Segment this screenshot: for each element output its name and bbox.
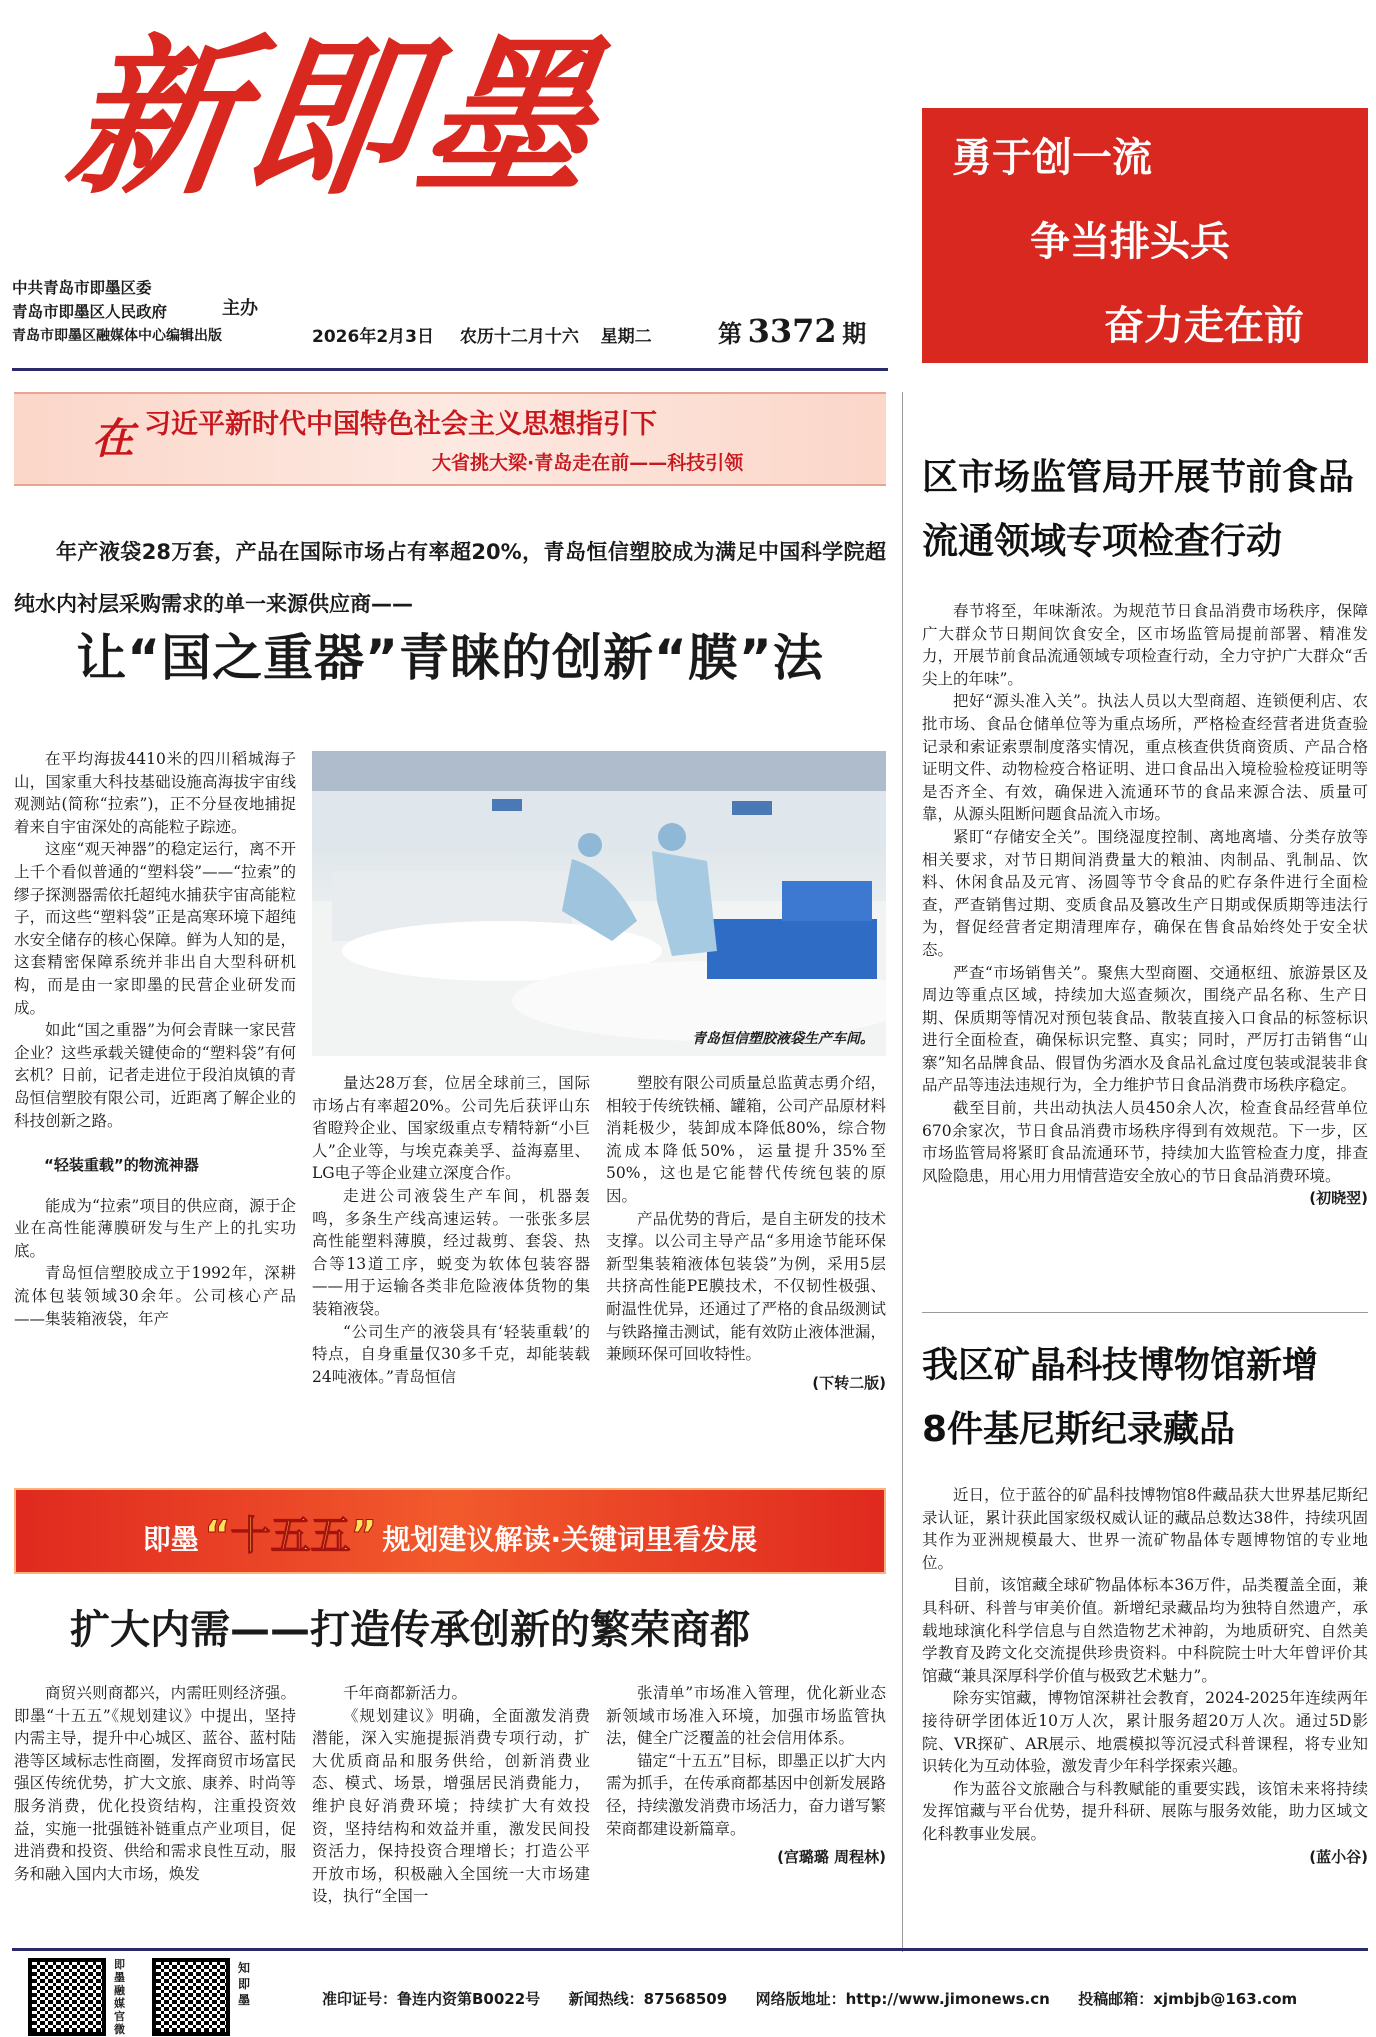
right-story1-para: 截至目前，共出动执法人员450余人次，检查食品经营单位670余家次，节日食品消费市场秩序得到有效规范。下一步，区市场监管局将紧盯食品流通环节，持续加大监管检查力度，排查风险隐患，用心用力用情营造安全放心的节日食品消费环境。 bbox=[922, 1099, 1368, 1185]
slogan-line-3: 奋力走在前 bbox=[1104, 303, 1304, 349]
weekday: 星期二 bbox=[600, 327, 652, 347]
bottom-headline: 扩大内需——打造传承创新的繁荣商都 bbox=[70, 1607, 750, 1653]
mid-banner-highlight: “十五五” bbox=[204, 1513, 377, 1559]
bottom-col2-para: 千年商都新活力。 bbox=[343, 1684, 468, 1702]
right-story1-para: 紧盯“存储安全关”。围绕湿度控制、离地离墙、分类存放等相关要求，对节日期间消费量大的粮油、肉制品、乳制品、饮料、休闲食品及元宵、汤圆等节令食品的贮存条件进行全面检查，严查销售过期、变质食品及篡改生产日期或保质期等违法行为，督促经营者定期清理库存，确保在售食品始终处于安全状态。 bbox=[922, 827, 1368, 959]
right-story1-headline bbox=[922, 446, 1368, 574]
bottom-col3-para: 锚定“十五五”目标，即墨正以扩大内需为抓手，在传承商都基因中创新发展路径，持续激发消费市场活力，奋力谱写繁荣商都建设新篇章。 bbox=[606, 1751, 886, 1838]
right-story2-headline-l1: 我区矿晶科技博物馆新增 bbox=[922, 1345, 1319, 1386]
bottom-col1-para: 商贸兴则商都兴，内需旺则经济强。即墨“十五五”《规划建议》中提出，坚持内需主导，提升中心城区、蓝谷、蓝村陆港等区域标志性商圈，发挥商贸市场富民强区传统优势，扩大文旅、康养、时尚等服务消费，优化投资结构，注重投资效益，实施一批强链补链重点产业项目，促进消费和投资、供给和需求良性互动，服务和融入国内大市场，焕发 bbox=[14, 1684, 296, 1883]
lead-col-2 bbox=[312, 1072, 590, 1558]
organizer-role: 主办 bbox=[222, 298, 258, 319]
lead-col3-para: 塑胶有限公司质量总监黄志勇介绍，相较于传统铁桶、罐箱，公司产品原材料消耗极少，装卸成本降低80%，综合物流成本降低50%，运量提升35%至50%，这也是它能替代传统包装的原因。 bbox=[606, 1074, 886, 1205]
lead-col2-para: 走进公司液袋生产车间，机器轰鸣，多条生产线高速运转。一张张多层高性能塑料薄膜，经过裁剪、套袋、热合等13道工序，蜕变为软体包装容器——用于运输各类非危险液体货物的集装箱液袋。 bbox=[312, 1186, 590, 1318]
footer-website[interactable]: 网络版地址：http://www.jimonews.cn bbox=[755, 1990, 1050, 2008]
bottom-col3-para: 张清单”市场准入管理，优化新业态新领域市场准入环境，加强市场监管执法，健全广泛覆盖的社会信用体系。 bbox=[606, 1684, 886, 1748]
right-story1-headline-l1: 区市场监管局开展节前食品 bbox=[922, 457, 1355, 498]
footer-hotline: 新闻热线：87568509 bbox=[568, 1990, 728, 2008]
footer-info bbox=[322, 1988, 1297, 2009]
qr-code-1[interactable] bbox=[28, 1958, 106, 2036]
factory-photo bbox=[312, 751, 886, 1056]
lead-col1-para: 在平均海拔4410米的四川稻城海子山，国家重大科技基础设施高海拔宇宙线观测站(简称“拉索”)，正不分昼夜地捕捉着来自宇宙深处的高能粒子踪迹。 bbox=[14, 750, 296, 836]
bottom-col-3 bbox=[606, 1682, 886, 1954]
masthead-logo: 新即墨 bbox=[55, 18, 613, 218]
bottom-col-1 bbox=[14, 1682, 296, 1954]
lead-col2-para: “公司生产的液袋具有‘轻装重载’的特点，自身重量仅30多千克，却能装载24吨液体。”青岛恒信 bbox=[312, 1322, 590, 1386]
bottom-col-2 bbox=[312, 1682, 590, 1954]
masthead-rule bbox=[12, 368, 888, 371]
organizer-block bbox=[12, 276, 222, 348]
footer-license: 准印证号：鲁连内资第B0022号 bbox=[322, 1990, 541, 2008]
slogan-box bbox=[922, 108, 1368, 363]
qr-label-2: 知即墨 bbox=[238, 1961, 251, 2007]
right-story2-byline: (蓝小谷) bbox=[1309, 1847, 1368, 1866]
photo-caption: 青岛恒信塑胶液袋生产车间。 bbox=[692, 1031, 874, 1047]
right-story2-para: 作为蓝谷文旅融合与科教赋能的重要实践，该馆未来将持续发挥馆藏与平台优势，提升科研、展陈与服务效能，助力区域文化科教事业发展。 bbox=[922, 1779, 1368, 1843]
right-story2-para: 近日，位于蓝谷的矿晶科技博物馆8件藏品获大世界基尼斯纪录认证，累计获此国家级权威认证的藏品总数达38件，持续巩固其作为亚洲规模最大、世界一流矿物晶体专题博物馆的专业地位。 bbox=[922, 1486, 1368, 1572]
right-story1-headline-l2: 流通领域专项检查行动 bbox=[922, 521, 1283, 562]
organizer-2: 青岛市即墨区人民政府 bbox=[12, 303, 168, 321]
lead-subhead: “轻装重载”的物流神器 bbox=[44, 1156, 199, 1175]
slogan-line-2: 争当排头兵 bbox=[1030, 219, 1230, 265]
slogan-line-1: 勇于创一流 bbox=[952, 135, 1152, 181]
issue-number-line: 第 3372 期 bbox=[718, 312, 867, 350]
footer-email[interactable]: 投稿邮箱：xjmbjb@163.com bbox=[1078, 1990, 1298, 2008]
right-story1-para: 春节将至，年味渐浓。为规范节日食品消费市场秩序，保障广大群众节日期间饮食安全，区市场监管局提前部署、精准发力，开展节前食品流通领域专项检查行动，全力守护广大群众“舌尖上的年味”。 bbox=[922, 602, 1368, 688]
right-story-divider bbox=[922, 1312, 1368, 1313]
issue-date-line bbox=[312, 322, 652, 347]
lead-col1-para: 这座“观天神器”的稳定运行，离不开上千个看似普通的“塑料袋”——“拉索”的缪子探测器需依托超纯水捕获宇宙高能粒子，而这些“塑料袋”正是高寒环境下超纯水安全储存的核心保障。鲜为人知的是，这套精密保障系统并非出自大型科研机构，而是由一家即墨的民营企业研发而成。 bbox=[14, 840, 296, 1017]
right-story1-body bbox=[922, 600, 1368, 1290]
right-story2-para: 目前，该馆藏全球矿物晶体标本36万件，品类覆盖全面，兼具科研、科普与审美价值。新增纪录藏品均为独特自然遗产，承载地球演化科学信息与自然造物艺术神韵，为地质研究、自然美学教育及跨文化交流提供珍贵资料。中科院院士叶大年曾评价其馆藏“兼具深厚科学价值与极致艺术魅力”。 bbox=[922, 1576, 1368, 1685]
lead-intro: 年产液袋28万套，产品在国际市场占有率超20%，青岛恒信塑胶成为满足中国科学院超纯水内衬层采购需求的单一来源供应商—— bbox=[14, 540, 886, 616]
footer-rule bbox=[12, 1948, 1368, 1951]
publisher: 青岛市即墨区融媒体中心编辑出版 bbox=[12, 328, 222, 344]
mid-banner-post: 规划建议解读·关键词里看发展 bbox=[382, 1523, 758, 1556]
banner-zai: 在 bbox=[92, 414, 135, 463]
right-story1-para: 把好“源头准入关”。执法人员以大型商超、连锁便利店、农批市场、食品仓储单位等为重点场所，严格检查经营者进货查验记录和索证索票制度落实情况，重点核查供货商资质、产品合格证明文件、动物检疫合格证明、进口食品出入境检验检疫证明等是否齐全、有效，确保进入流通环节的食品来源合法、质量可靠，从源头阻断问题食品流入市场。 bbox=[922, 692, 1368, 824]
mid-banner-pre: 即墨 bbox=[142, 1523, 199, 1556]
lead-col2-para: 量达28万套，位居全球前三，国际市场占有率超20%。公司先后获评山东省瞪羚企业、国家级重点专精特新“小巨人”企业等，与埃克森美孚、益海嘉里、LG电子等企业建立深度合作。 bbox=[312, 1074, 590, 1183]
organizer-1: 中共青岛市即墨区委 bbox=[12, 279, 152, 297]
column-divider bbox=[902, 392, 903, 1952]
lead-headline: 让“国之重器”青睐的创新“膜”法 bbox=[76, 629, 824, 687]
right-story2-headline bbox=[922, 1334, 1368, 1462]
qr-code-2[interactable] bbox=[152, 1958, 230, 2036]
qr-label-1: 即墨融媒官微 bbox=[114, 1958, 125, 2036]
right-story2-headline-l2: 8件基尼斯纪录藏品 bbox=[922, 1409, 1236, 1450]
lunar-date: 农历十二月十六 bbox=[459, 327, 579, 347]
factory-photo-image bbox=[312, 751, 886, 1056]
banner-title: 习近平新时代中国特色社会主义思想指引下 bbox=[144, 409, 657, 440]
lead-col1b-para: 能成为“拉索”项目的供应商，源于企业在高性能薄膜研发与生产上的扎实功底。 bbox=[14, 1196, 296, 1260]
banner-sub: 大省挑大梁·青岛走在前——科技引领 bbox=[432, 452, 744, 474]
right-story1-byline: (初晓翌) bbox=[1309, 1189, 1368, 1208]
issue-number: 3372 bbox=[747, 312, 837, 350]
issue-date: 2026年2月3日 bbox=[312, 327, 434, 347]
right-story1-para: 严查“市场销售关”。聚焦大型商圈、交通枢纽、旅游景区及周边等重点区域，持续加大巡查频次，围绕产品名称、生产日期、保质期等情况对预包装食品、散装直接入口食品的标签标识进行全面检查，确保标识完整、真实；同时，严厉打击销售“山寨”知名品牌食品、假冒伪劣酒水及食品礼盒过度包装或混装非食品产品等违法违规行为，全力维护节日食品消费市场秩序稳定。 bbox=[922, 963, 1368, 1095]
mid-banner-text bbox=[16, 1504, 884, 1561]
lead-col3-para: 产品优势的背后，是自主研发的技术支撑。以公司主导产品“多用途节能环保新型集装箱液体包装袋”为例，采用5层共挤高性能PE膜技术，不仅韧性极强、耐温性优异，还通过了严格的食品级测试与铁路撞击测试，能有效防止液体泄漏，兼顾环保可回收特性。 bbox=[606, 1209, 886, 1364]
lead-col-1 bbox=[14, 748, 296, 1556]
bottom-byline: (宫璐璐 周程林) bbox=[777, 1848, 886, 1867]
right-story2-body bbox=[922, 1484, 1368, 1954]
mid-banner bbox=[14, 1488, 886, 1574]
bottom-col2-para: 《规划建议》明确，全面激发消费潜能，深入实施提振消费专项行动，扩大优质商品和服务供给，创新消费业态、模式、场景，增强居民消费能力，维护良好消费环境；持续扩大有效投资，坚持结构和效益并重，激发民间投资活力，保持投资合理增长；打造公平开放市场，积极融入全国统一大市场建设，执行“全国一 bbox=[312, 1706, 590, 1906]
lead-col1b-para: 青岛恒信塑胶成立于1992年，深耕流体包装领域30余年。公司核心产品——集装箱液袋，年产 bbox=[14, 1264, 296, 1328]
top-banner bbox=[14, 392, 886, 486]
right-story2-para: 除夯实馆藏，博物馆深耕社会教育，2024-2025年连续两年接待研学团体近10万人次，累计服务超20万人次。通过5D影院、VR探矿、AR展示、地震模拟等沉浸式科普课程，将专业知识转化为互动体验，激发青少年科学探索兴趣。 bbox=[922, 1689, 1368, 1776]
continued-note: (下转二版) bbox=[812, 1373, 886, 1392]
lead-col1-para: 如此“国之重器”为何会青睐一家民营企业？这些承载关键使命的“塑料袋”有何玄机？日前，记者走进位于段泊岚镇的青岛恒信塑胶有限公司，近距离了解企业的科技创新之路。 bbox=[14, 1021, 296, 1130]
lead-col-3 bbox=[606, 1072, 886, 1558]
